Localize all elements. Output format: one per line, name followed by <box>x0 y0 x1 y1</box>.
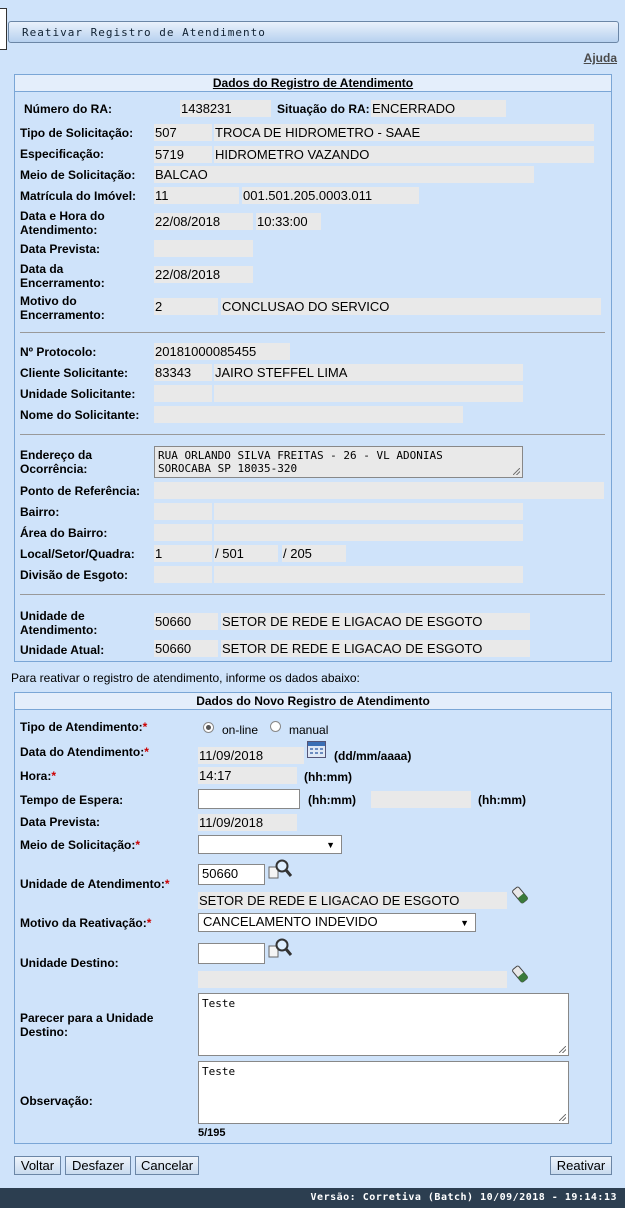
quadra-value: / 205 <box>282 545 346 562</box>
new-ra-header: Dados do Novo Registro de Atendimento <box>196 694 430 708</box>
data-encerramento-value: 22/08/2018 <box>154 266 253 283</box>
area-bairro-desc <box>214 524 523 541</box>
setor-value: / 501 <box>214 545 278 562</box>
parecer-textarea[interactable]: Teste <box>198 993 569 1056</box>
protocolo-label: Nº Protocolo: <box>20 345 97 359</box>
data-atendimento-value: 22/08/2018 <box>154 213 253 230</box>
unidade-atual-label: Unidade Atual: <box>20 643 105 657</box>
tipo-solicitacao-desc: TROCA DE HIDROMETRO - SAAE <box>214 124 594 141</box>
voltar-button[interactable]: Voltar <box>14 1156 61 1175</box>
unidade-solicitante-label: Unidade Solicitante: <box>20 387 136 401</box>
separator <box>20 434 605 435</box>
motivo-reativacao-select[interactable]: CANCELAMENTO INDEVIDO ▼ <box>198 913 476 932</box>
unidade-solicitante-code <box>154 385 212 402</box>
unidade-solicitante-desc <box>214 385 523 402</box>
separator <box>20 332 605 333</box>
window-corner <box>0 8 7 50</box>
unidade-atendimento-new-desc: SETOR DE REDE E LIGACAO DE ESGOTO <box>198 892 507 909</box>
page-title: Reativar Registro de Atendimento <box>22 26 266 39</box>
data-hora-atendimento-label: Data e Hora do Atendimento: <box>20 209 105 237</box>
numero-ra-value: 1438231 <box>180 100 271 117</box>
motivo-reativacao-label: Motivo da Reativação:* <box>20 916 152 930</box>
chevron-down-icon: ▼ <box>460 918 469 928</box>
unidade-destino-desc <box>198 971 507 988</box>
unidade-atendimento-new-label: Unidade de Atendimento:* <box>20 877 170 891</box>
data-atendimento-input[interactable]: 11/09/2018 <box>198 747 304 764</box>
reativar-button[interactable]: Reativar <box>550 1156 612 1175</box>
endereco-line-1: RUA ORLANDO SILVA FREITAS - 26 - VL ADONIAS <box>158 449 443 462</box>
data-atendimento-label: Data do Atendimento:* <box>20 745 149 759</box>
radio-online-label: on-line <box>222 723 259 737</box>
unidade-atual-desc: SETOR DE REDE E LIGACAO DE ESGOTO <box>221 640 530 657</box>
local-value: 1 <box>154 545 212 562</box>
ponto-referencia-value <box>154 482 604 499</box>
unidade-destino-input[interactable] <box>198 943 265 964</box>
endereco-ocorrencia-label: Endereço da Ocorrência: <box>20 448 93 476</box>
numero-ra-label: Número do RA: <box>24 102 112 116</box>
bairro-code <box>154 503 212 520</box>
observacao-label: Observação: <box>20 1094 93 1108</box>
data-prevista-new-label: Data Prevista: <box>20 815 101 829</box>
tipo-solicitacao-code: 507 <box>154 124 212 141</box>
radio-manual[interactable] <box>270 721 281 732</box>
chevron-down-icon: ▼ <box>326 840 335 850</box>
meio-solicitacao-select[interactable] <box>198 835 342 854</box>
data-prevista-label: Data Prevista: <box>20 242 101 256</box>
divisao-esgoto-label: Divisão de Esgoto: <box>20 568 129 582</box>
cliente-solicitante-label: Cliente Solicitante: <box>20 366 129 380</box>
data-encerramento-label: Data da Encerramento: <box>20 262 105 290</box>
meio-solicitacao-label: Meio de Solicitação: <box>20 168 136 182</box>
cliente-solicitante-desc: JAIRO STEFFEL LIMA <box>214 364 523 381</box>
data-format-hint: (dd/mm/aaaa) <box>334 749 412 763</box>
local-setor-quadra-label: Local/Setor/Quadra: <box>20 547 135 561</box>
unidade-atual-code: 50660 <box>154 640 218 657</box>
unidade-atendimento-desc: SETOR DE REDE E LIGACAO DE ESGOTO <box>221 613 530 630</box>
situacao-ra-value: ENCERRADO <box>371 100 506 117</box>
tipo-solicitacao-label: Tipo de Solicitação: <box>20 126 134 140</box>
tempo-espera-label: Tempo de Espera: <box>20 793 124 807</box>
cancelar-button[interactable]: Cancelar <box>135 1156 199 1175</box>
ponto-referencia-label: Ponto de Referência: <box>20 484 141 498</box>
meio-solicitacao-new-label: Meio de Solicitação:* <box>20 838 141 852</box>
endereco-line-2: SOROCABA SP 18035-320 <box>158 462 298 475</box>
desfazer-button[interactable]: Desfazer <box>65 1156 131 1175</box>
endereco-ocorrencia-textarea[interactable] <box>154 446 523 478</box>
matricula-imovel-code: 11 <box>154 187 239 204</box>
unidade-atendimento-code: 50660 <box>154 613 218 630</box>
situacao-ra-label: Situação do RA: <box>277 102 370 116</box>
radio-manual-label: manual <box>289 723 329 737</box>
title-bar <box>8 21 619 43</box>
search-icon[interactable] <box>268 858 292 880</box>
data-prevista-new-value: 11/09/2018 <box>198 814 297 831</box>
motivo-encerramento-label: Motivo do Encerramento: <box>20 294 105 322</box>
area-bairro-code <box>154 524 212 541</box>
especificacao-label: Especificação: <box>20 147 105 161</box>
parecer-label: Parecer para a Unidade Destino: <box>20 1011 154 1039</box>
nome-solicitante-value <box>154 406 463 423</box>
calendar-icon[interactable] <box>307 741 326 758</box>
unidade-atendimento-input[interactable]: 50660 <box>198 864 265 885</box>
tempo-espera-end-format-hint: (hh:mm) <box>478 793 526 807</box>
hora-label: Hora:* <box>20 769 57 783</box>
tipo-atendimento-label: Tipo de Atendimento:* <box>20 720 148 734</box>
especificacao-code: 5719 <box>154 146 212 163</box>
observacao-char-counter: 5/195 <box>198 1127 226 1139</box>
version-text: Versão: Corretiva (Batch) 10/09/2018 - 19:14:13 <box>310 1192 617 1203</box>
area-bairro-label: Área do Bairro: <box>20 526 108 540</box>
matricula-imovel-desc: 001.501.205.0003.011 <box>242 187 419 204</box>
separator <box>20 594 605 595</box>
bairro-desc <box>214 503 523 520</box>
cliente-solicitante-code: 83343 <box>154 364 212 381</box>
matricula-imovel-label: Matrícula do Imóvel: <box>20 189 137 203</box>
footer-bar <box>0 1188 625 1208</box>
motivo-encerramento-desc: CONCLUSAO DO SERVICO <box>221 298 601 315</box>
tempo-espera-format-hint: (hh:mm) <box>308 793 356 807</box>
meio-solicitacao-value: BALCAO <box>154 166 534 183</box>
instruction-text: Para reativar o registro de atendimento, informe os dados abaixo: <box>11 671 360 685</box>
hora-atendimento-value: 10:33:00 <box>256 213 321 230</box>
bairro-label: Bairro: <box>20 505 60 519</box>
observacao-textarea[interactable]: Teste <box>198 1061 569 1124</box>
radio-online[interactable] <box>203 722 214 733</box>
hora-input[interactable]: 14:17 <box>198 767 297 784</box>
ra-data-header: Dados do Registro de Atendimento <box>212 76 414 90</box>
divisao-esgoto-code <box>154 566 212 583</box>
unidade-atendimento-label: Unidade de Atendimento: <box>20 609 98 637</box>
nome-solicitante-label: Nome do Solicitante: <box>20 408 140 422</box>
search-icon[interactable] <box>268 937 292 959</box>
eraser-icon[interactable] <box>511 885 529 905</box>
eraser-icon[interactable] <box>511 964 529 984</box>
especificacao-desc: HIDROMETRO VAZANDO <box>214 146 594 163</box>
help-link[interactable]: Ajuda <box>583 51 617 65</box>
protocolo-value: 20181000085455 <box>154 343 290 360</box>
divisao-esgoto-desc <box>214 566 523 583</box>
unidade-destino-label: Unidade Destino: <box>20 956 119 970</box>
data-prevista-value <box>154 240 253 257</box>
motivo-encerramento-code: 2 <box>154 298 218 315</box>
tempo-espera-end-input <box>371 791 471 808</box>
hora-format-hint: (hh:mm) <box>304 770 352 784</box>
tempo-espera-input[interactable] <box>198 789 300 809</box>
